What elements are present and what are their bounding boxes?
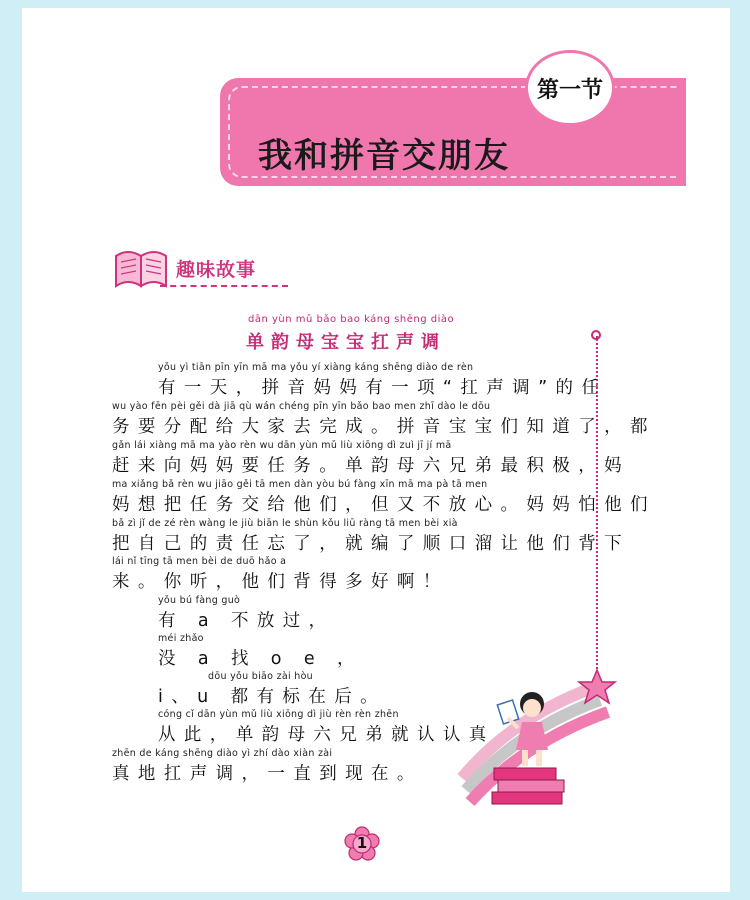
story-line: 有一天，拼音妈妈有一项“扛声调”的任 — [158, 378, 608, 398]
page-number-label: 1 — [356, 834, 368, 852]
story-line: 务要分配给大家去完成。拼音宝宝们知道了，都 — [112, 417, 656, 437]
story-line: 赶来向妈妈要任务。单韵母六兄弟最积极，妈 — [112, 456, 630, 476]
pinyin-line: yǒu bú fàng guò — [158, 595, 241, 606]
pinyin-line: lái nǐ tīng tā men bèi de duō hǎo a — [112, 556, 287, 567]
story-line: 把自己的责任忘了，就编了顺口溜让他们背下 — [112, 534, 630, 554]
pinyin-line: wu yào fēn pèi gěi dà jiā qù wán chéng pīn yīn bǎo bao men zhī dào le dōu — [112, 401, 491, 412]
story-line: i、u 都有标在后。 — [158, 687, 387, 707]
story-line: 没 a 找 o e ， — [158, 649, 363, 669]
pinyin-line: bǎ zì jǐ de zé rèn wàng le jiù biān le shùn kǒu liū ràng tā men bèi xià — [112, 518, 458, 529]
pinyin-line: méi zhǎo — [158, 633, 204, 644]
story-title-pinyin: dān yùn mǔ bǎo bao káng shēng diào — [248, 314, 455, 325]
page-number — [344, 826, 380, 862]
pinyin-line: cóng cǐ dān yùn mǔ liù xiōng dì jiù rèn rèn zhēn — [158, 709, 399, 720]
pinyin-line: yǒu yì tiān pīn yīn mā ma yǒu yí xiàng káng shēng diào de rèn — [158, 362, 474, 373]
page-title: 我和拼音交朋友 — [258, 136, 510, 176]
story-line: 有 a 不放过， — [158, 611, 335, 631]
story-line: 妈想把任务交给他们，但又不放心。妈妈怕他们 — [112, 495, 656, 515]
story-line: 来。你听，他们背得多好啊！ — [112, 572, 449, 592]
pinyin-line: dōu yǒu biāo zài hòu — [208, 671, 314, 682]
section-badge: 第一节 — [525, 50, 615, 126]
story-line: 真地扛声调，一直到现在。 — [112, 764, 423, 784]
story-line: 从此，单韵母六兄弟就认认真 — [158, 725, 495, 745]
subsection-underline — [160, 285, 288, 287]
open-book-icon — [112, 246, 170, 290]
pinyin-line: zhēn de káng shēng diào yì zhí dào xiàn zài — [112, 748, 333, 759]
subsection-heading: 趣味故事 — [176, 259, 257, 281]
pinyin-line: gǎn lái xiàng mā ma yào rèn wu dān yùn mǔ liù xiōng dì zuì jī jí mā — [112, 440, 452, 451]
story-title: 单韵母宝宝扛声调 — [246, 332, 446, 353]
girl-reading-illustration — [452, 668, 622, 808]
pinyin-line: ma xiǎng bǎ rèn wu jiāo gěi tā men dàn yòu bú fàng xīn mā ma pà tā men — [112, 479, 488, 490]
